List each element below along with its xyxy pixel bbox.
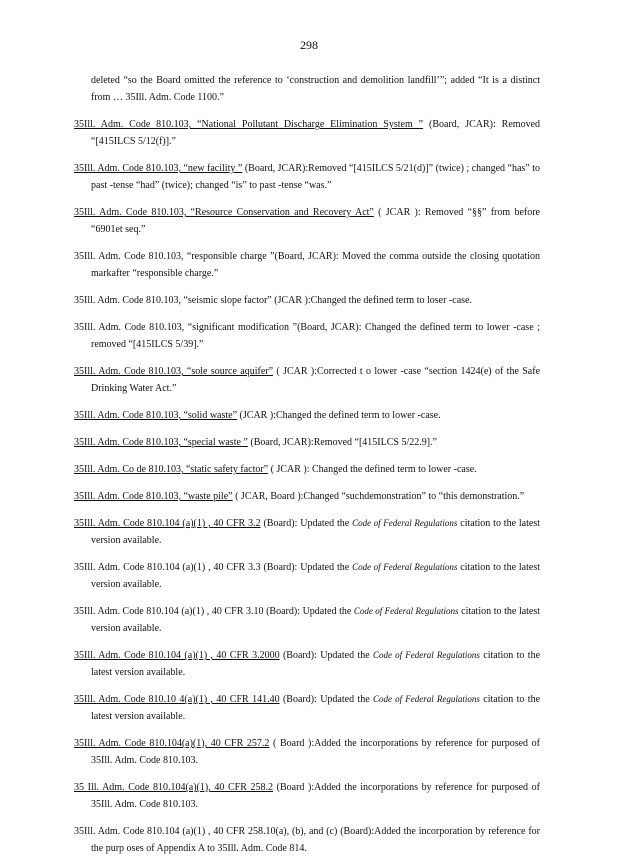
publication-title: Code of Federal Regulations xyxy=(373,694,480,704)
list-item xyxy=(74,823,540,857)
publication-title: Code of Federal Regulations xyxy=(352,562,458,572)
entry-text: (Board, JCAR): Removed “[415ILCS 5/12(f)].” xyxy=(91,119,541,147)
entry-text: (JCAR ):Changed the defined term to lower -case. xyxy=(239,410,441,421)
entry-text: deleted “so the Board omitted the reference to ‘construction and demolition landfill’”; added “It is a distinct from … 35Ill. Adm. Code 1100.” xyxy=(91,75,540,103)
citation: 35Ill. Adm. Code 810.104 (a)(1) , 40 CFR 3.2 xyxy=(74,518,261,529)
list-item xyxy=(74,691,540,725)
list-item xyxy=(74,363,540,397)
entry-text: ( Board ):Added the incorporations by reference for purposed of 35Ill. Adm. Code 810.103. xyxy=(91,738,541,766)
list-item xyxy=(74,647,540,681)
citation: 35Ill. Adm. Code 810.103, “National Pollutant Discharge Elimination System ” xyxy=(74,119,424,130)
entry-text: 35Ill. Adm. Code 810.104 (a)(1) , 40 CFR 3.3 (Board): Updated the xyxy=(74,562,350,573)
publication-title: Code of Federal Regulations xyxy=(352,518,458,528)
entry-text: (Board): Updated the xyxy=(282,650,370,661)
list-item xyxy=(74,204,540,238)
citation: 35Ill. Adm. Co de 810.103, “static safety factor” xyxy=(74,464,269,475)
entry-text: ( JCAR ): Removed “§§” from before “6901et seq.” xyxy=(91,207,540,235)
list-item xyxy=(74,434,540,451)
citation: 35 Ill. Adm. Code 810.104(a)(1), 40 CFR 258.2 xyxy=(74,782,273,793)
list-item xyxy=(74,735,540,769)
list-item xyxy=(74,72,540,106)
entry-text: 35Ill. Adm. Code 810.104 (a)(1) , 40 CFR 3.10 (Board): Updated the xyxy=(74,606,352,617)
publication-title: Code of Federal Regulations xyxy=(373,650,480,660)
entry-text: (Board, JCAR):Removed “[415ILCS 5/22.9].” xyxy=(250,437,437,448)
entry-text: 35Ill. Adm. Code 810.103, “seismic slope factor” (JCAR ):Changed the defined term to loser -case. xyxy=(74,295,472,306)
entry-text: citation to the latest version available. xyxy=(91,606,541,634)
list-item xyxy=(74,160,540,194)
list-item xyxy=(74,488,540,505)
list-item xyxy=(74,319,540,353)
entry-text: citation to the latest version available. xyxy=(91,562,541,590)
list-item xyxy=(74,559,540,593)
entry-text: 35Ill. Adm. Code 810.103, “responsible charge ”(Board, JCAR): Moved the comma outside the closing quotation markafter “responsible charge.” xyxy=(74,251,540,279)
entry-text: 35Ill. Adm. Code 810.103, “significant modification ”(Board, JCAR): Changed the defined term to lower -case ; removed “[415ILCS 5/39].” xyxy=(74,322,540,350)
entry-text: citation to the latest version available. xyxy=(91,650,541,678)
citation: 35Ill. Adm. Code 810.103, “new facility ” xyxy=(74,163,243,174)
list-item xyxy=(74,407,540,424)
list-item xyxy=(74,779,540,813)
publication-title: Code of Federal Regulations xyxy=(353,606,459,616)
entry-text: citation to the latest version available. xyxy=(91,518,541,546)
citation: 35Ill. Adm. Code 810.104(a)(1), 40 CFR 257.2 xyxy=(74,738,270,749)
entry-text: ( JCAR, Board ):Changed “suchdemonstration” to “this demonstration.” xyxy=(235,491,525,502)
list-item xyxy=(74,248,540,282)
citation: 35Ill. Adm. Code 810.10 4(a)(1) , 40 CFR 141.40 xyxy=(74,694,280,705)
citation: 35Ill. Adm. Code 810.103, “solid waste” xyxy=(74,410,238,421)
citation: 35Ill. Adm. Code 810.103, “special waste ” xyxy=(74,437,248,448)
entry-text: ( JCAR ):Corrected t o lower -case “section 1424(e) of the Safe Drinking Water Act.” xyxy=(91,366,541,394)
page-number: 298 xyxy=(300,38,318,52)
list-item xyxy=(74,292,540,309)
document-body xyxy=(74,72,540,859)
entry-text: (Board, JCAR):Removed “[415ILCS 5/21(d)]” (twice) ; changed “has” to past -tense “had” (twice); changed “is” to past -tense “was.” xyxy=(91,163,541,191)
entry-text: ( JCAR ): Changed the defined term to lower -case. xyxy=(270,464,477,475)
entry-text: (Board): Updated the xyxy=(282,694,370,705)
entry-text: 35Ill. Adm. Code 810.104 (a)(1) , 40 CFR 258.10(a), (b), and (c) (Board):Added the incorporation by reference for the purp oses of Appendix A to 35Ill. Adm. Code 814. xyxy=(74,826,540,854)
citation: 35Ill. Adm. Code 810.103, “Resource Conservation and Recovery Act” xyxy=(74,207,374,218)
list-item xyxy=(74,515,540,549)
citation: 35Ill. Adm. Code 810.103, “waste pile” xyxy=(74,491,233,502)
citation: 35Ill. Adm. Code 810.104 (a)(1) , 40 CFR 3.2000 xyxy=(74,650,280,661)
entry-text: (Board ):Added the incorporations by reference for purposed of 35Ill. Adm. Code 810.103. xyxy=(91,782,541,810)
list-item xyxy=(74,116,540,150)
entry-text: citation to the latest version available. xyxy=(91,694,541,722)
citation: 35Ill. Adm. Code 810.103, “sole source aquifer” xyxy=(74,366,274,377)
list-item xyxy=(74,461,540,478)
entry-text: (Board): Updated the xyxy=(263,518,350,529)
list-item xyxy=(74,603,540,637)
